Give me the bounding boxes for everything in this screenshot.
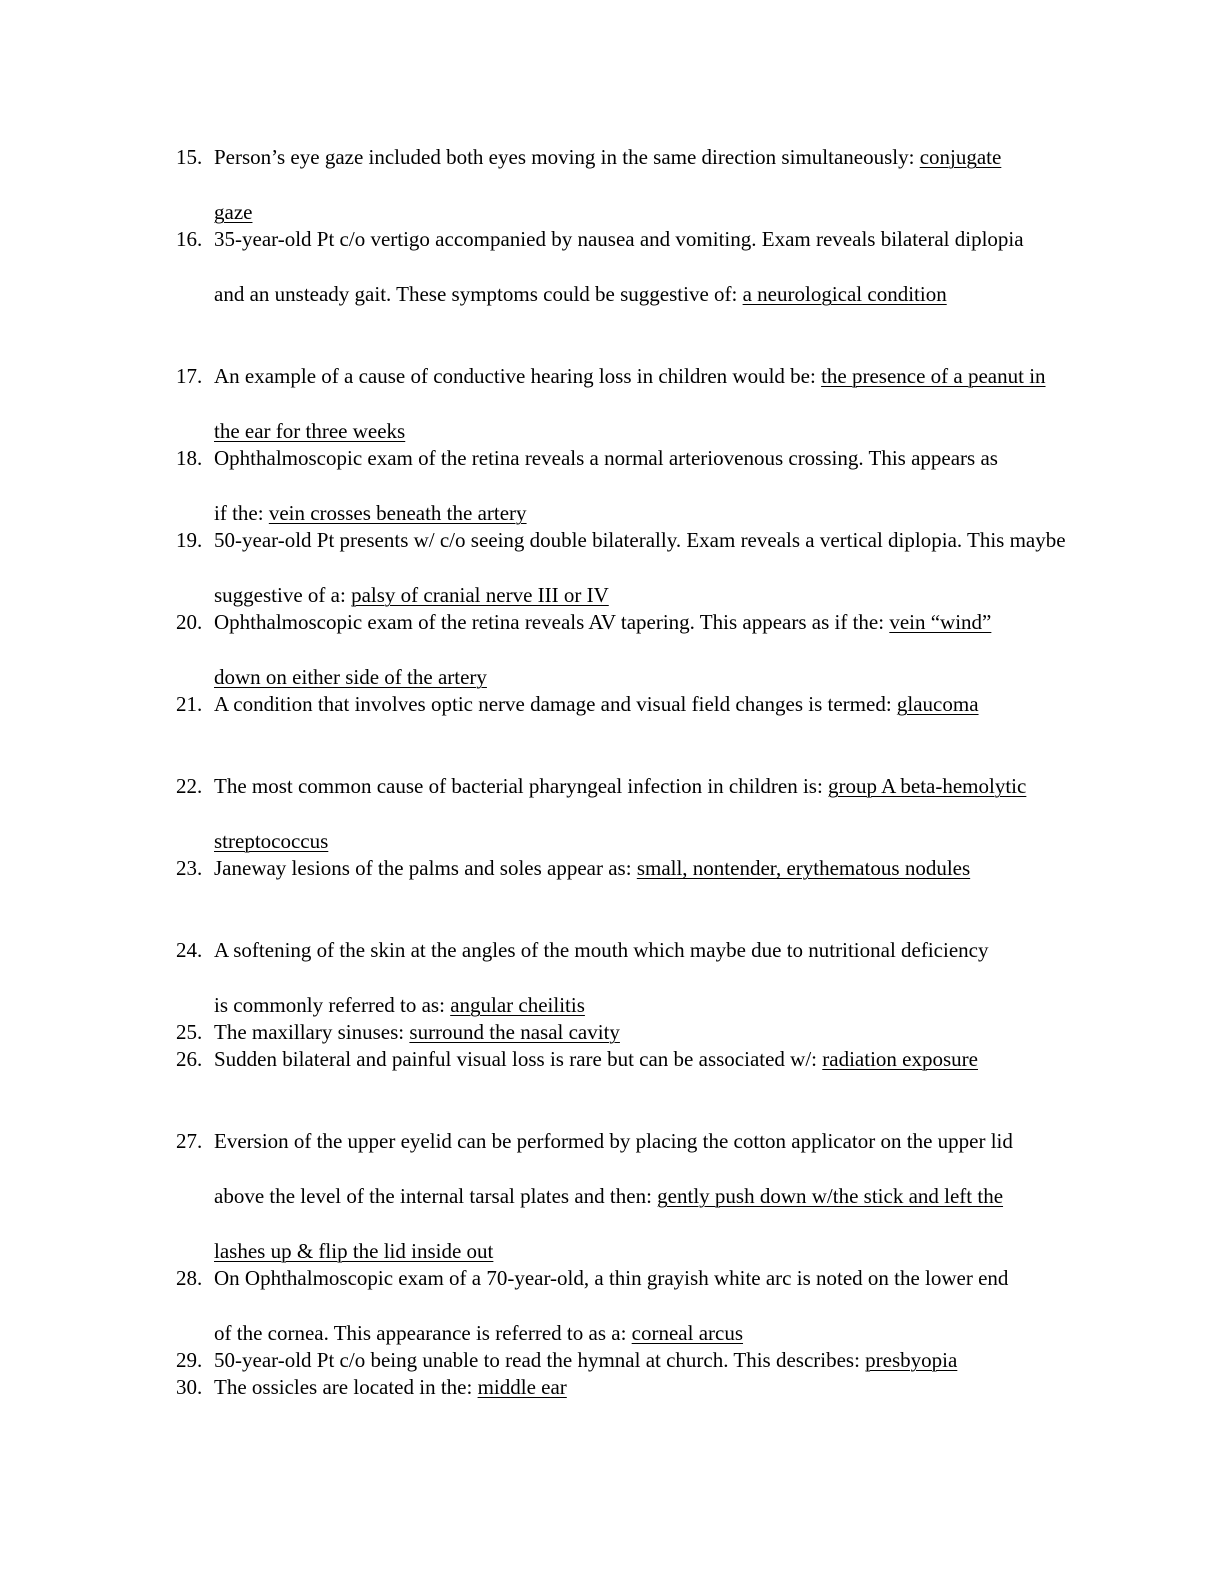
item-text: [214, 677, 1014, 732]
answer-text: presbyopia: [865, 1348, 958, 1372]
answer-text: the presence of a peanut in the ear for three weeks: [214, 364, 1046, 443]
item-number: 16.: [176, 227, 203, 251]
answer-text: small, nontender, erythematous nodules: [636, 856, 971, 880]
item-text: [214, 923, 1004, 1033]
item-text: [214, 1251, 1029, 1361]
answer-text: corneal arcus: [631, 1321, 744, 1345]
question-text: An example of a cause of conductive hearing loss in children would be:: [214, 364, 822, 388]
item-text: [214, 1346, 1114, 1374]
question-text: A softening of the skin at the angles of the mouth which maybe due to nutritional deficiency is commonly referred to as:: [214, 938, 989, 1017]
question-text: The most common cause of bacterial pharyngeal infection in children is:: [214, 774, 829, 798]
item-number: 28.: [176, 1266, 203, 1290]
item-number: 30.: [176, 1375, 203, 1399]
answer-text: a neurological condition: [742, 282, 947, 306]
question-text: Ophthalmoscopic exam of the retina reveals AV tapering. This appears as if the:: [214, 610, 890, 634]
item-number: 21.: [176, 692, 203, 716]
question-text: A condition that involves optic nerve damage and visual field changes is termed:: [214, 692, 897, 716]
item-number: 23.: [176, 856, 203, 880]
item-number: 29.: [176, 1348, 203, 1372]
question-text: 50-year-old Pt presents w/ c/o seeing double bilaterally. Exam reveals a vertical diplopia. This maybe suggestive of a:: [214, 528, 1066, 607]
question-text: Person’s eye gaze included both eyes moving in the same direction simultaneously:: [214, 145, 920, 169]
answer-text: middle ear: [477, 1375, 567, 1399]
answer-text: angular cheilitis: [450, 993, 585, 1017]
item-text: [214, 1032, 1004, 1087]
item-text: [214, 841, 1004, 896]
item-number: 27.: [176, 1129, 203, 1153]
question-text: The maxillary sinuses:: [214, 1020, 410, 1044]
item-number: 26.: [176, 1047, 203, 1071]
question-text: 50-year-old Pt c/o being unable to read the hymnal at church. This describes:: [214, 1348, 866, 1372]
question-text: On Ophthalmoscopic exam of a 70-year-old, a thin grayish white arc is noted on the lower end of the cornea. This appearance is referred to as a:: [214, 1266, 1009, 1345]
question-text: The ossicles are located in the:: [214, 1375, 478, 1399]
question-text: Janeway lesions of the palms and soles appear as:: [214, 856, 637, 880]
question-text: 35-year-old Pt c/o vertigo accompanied by nausea and vomiting. Exam reveals bilateral diplopia and an unsteady gait. These symptoms could be suggestive of:: [214, 227, 1024, 306]
item-number: 24.: [176, 938, 203, 962]
answer-text: vein crosses beneath the artery: [268, 501, 527, 525]
item-number: 22.: [176, 774, 203, 798]
answer-text: surround the nasal cavity: [409, 1020, 620, 1044]
answer-text: radiation exposure: [822, 1047, 978, 1071]
answer-text: palsy of cranial nerve III or IV: [351, 583, 609, 607]
item-number: 25.: [176, 1020, 203, 1044]
question-text: Sudden bilateral and painful visual loss is rare but can be associated w/:: [214, 1047, 823, 1071]
item-text: [214, 1373, 1084, 1401]
item-number: 15.: [176, 145, 203, 169]
answer-text: glaucoma: [896, 692, 979, 716]
answer-text: conjugate gaze: [214, 145, 1002, 224]
answer-text: vein “wind” down on either side of the artery: [214, 610, 992, 689]
item-number: 19.: [176, 528, 203, 552]
item-number: 20.: [176, 610, 203, 634]
question-text: Ophthalmoscopic exam of the retina reveals a normal arteriovenous crossing. This appears as if the:: [214, 446, 998, 525]
question-text: Eversion of the upper eyelid can be performed by placing the cotton applicator on the upper lid above the level of the internal tarsal plates and then:: [214, 1129, 1013, 1208]
answer-text: gently push down w/the stick and left the lashes up & flip the lid inside out: [214, 1184, 1004, 1263]
item-number: 17.: [176, 364, 203, 388]
item-number: 18.: [176, 446, 203, 470]
answer-text: group A beta-hemolytic streptococcus: [214, 774, 1027, 853]
item-text: [214, 212, 1059, 322]
